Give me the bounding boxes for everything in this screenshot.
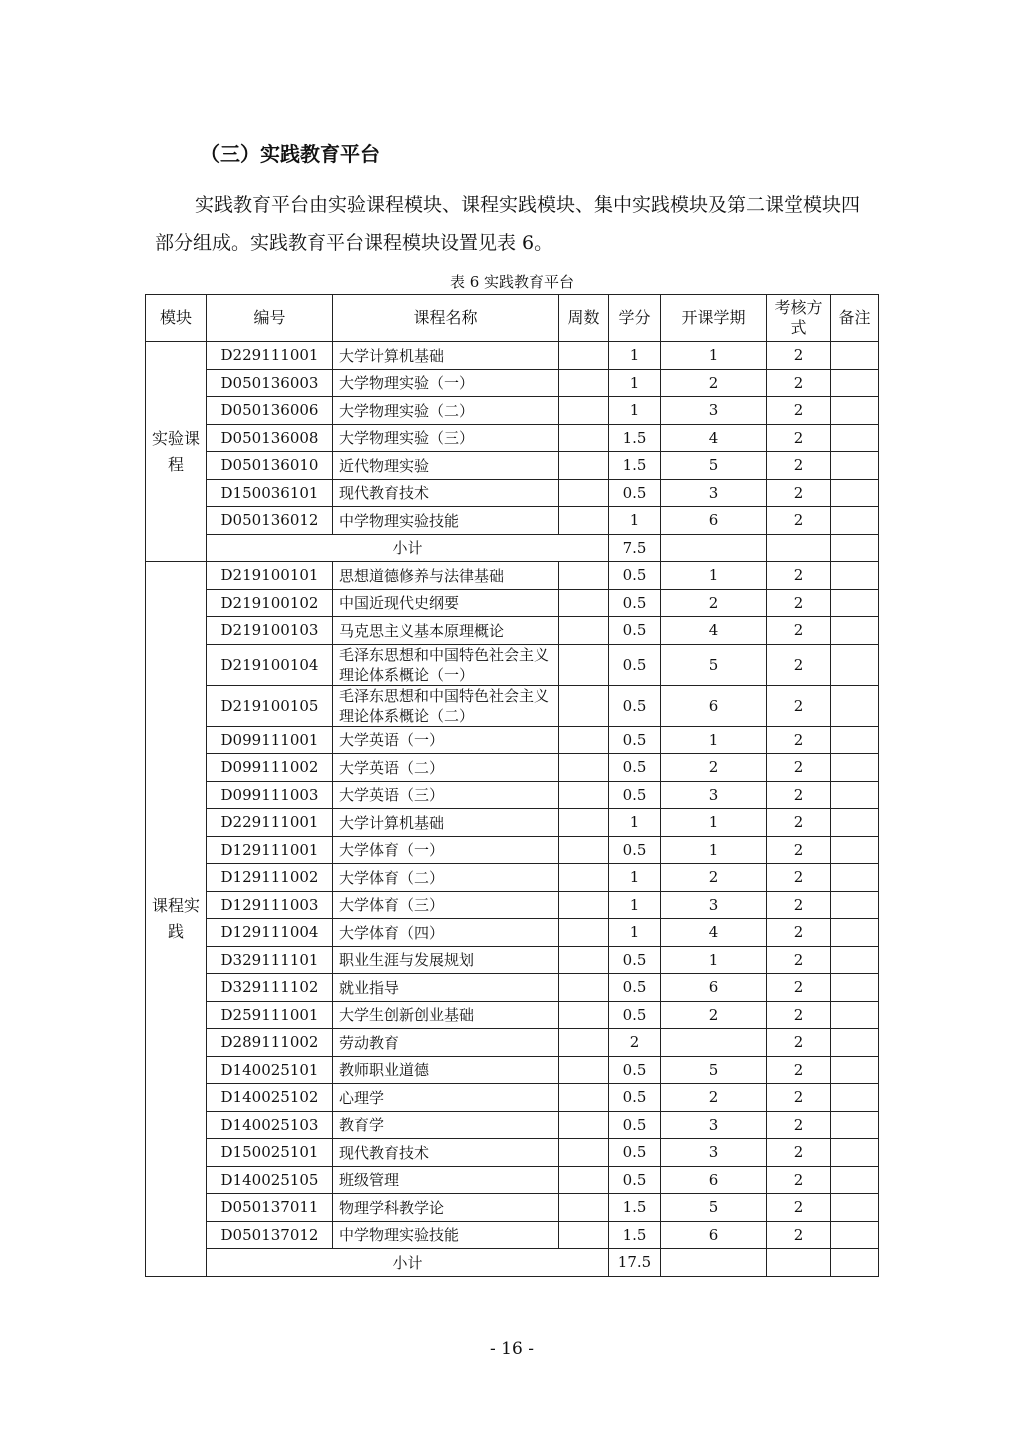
course-code: D219100103	[207, 617, 333, 645]
credit-cell: 0.5	[609, 1139, 661, 1167]
table-row	[146, 1056, 879, 1084]
exam-cell: 2	[767, 1084, 831, 1112]
course-name: 教育学	[333, 1111, 559, 1139]
credit-cell: 0.5	[609, 946, 661, 974]
course-name: 毛泽东思想和中国特色社会主义理论体系概论（一）	[333, 644, 559, 685]
course-code: D050136006	[207, 397, 333, 425]
weeks-cell	[559, 424, 609, 452]
note-cell	[831, 1001, 879, 1029]
course-code: D219100104	[207, 644, 333, 685]
semester-cell: 6	[661, 974, 767, 1002]
course-code: D050136008	[207, 424, 333, 452]
course-name: 中学物理实验技能	[333, 1221, 559, 1249]
course-name: 大学生创新创业基础	[333, 1001, 559, 1029]
weeks-cell	[559, 1111, 609, 1139]
table-row	[146, 644, 879, 685]
exam-cell: 2	[767, 685, 831, 726]
semester-cell: 3	[661, 397, 767, 425]
semester-cell: 1	[661, 342, 767, 370]
table-row	[146, 1029, 879, 1057]
note-cell	[831, 1166, 879, 1194]
semester-cell: 2	[661, 754, 767, 782]
table-row	[146, 1139, 879, 1167]
course-name: 物理学科教学论	[333, 1194, 559, 1222]
course-name: 近代物理实验	[333, 452, 559, 480]
course-code: D050137012	[207, 1221, 333, 1249]
note-cell	[831, 369, 879, 397]
table-row	[146, 946, 879, 974]
note-cell	[831, 644, 879, 685]
note-cell	[831, 946, 879, 974]
credit-cell: 1	[609, 919, 661, 947]
weeks-cell	[559, 589, 609, 617]
header-weeks: 周数	[559, 295, 609, 342]
course-name: 大学物理实验（二）	[333, 397, 559, 425]
course-name: 大学物理实验（一）	[333, 369, 559, 397]
exam-cell	[767, 1249, 831, 1277]
table-row	[146, 369, 879, 397]
course-name: 中学物理实验技能	[333, 507, 559, 535]
course-code: D150025101	[207, 1139, 333, 1167]
semester-cell: 5	[661, 1194, 767, 1222]
note-cell	[831, 836, 879, 864]
course-code: D140025102	[207, 1084, 333, 1112]
weeks-cell	[559, 507, 609, 535]
course-name: 现代教育技术	[333, 479, 559, 507]
note-cell	[831, 479, 879, 507]
weeks-cell	[559, 891, 609, 919]
course-name: 心理学	[333, 1084, 559, 1112]
course-code: D289111002	[207, 1029, 333, 1057]
course-name: 大学计算机基础	[333, 342, 559, 370]
note-cell	[831, 809, 879, 837]
credit-cell: 1	[609, 507, 661, 535]
credit-cell: 0.5	[609, 781, 661, 809]
exam-cell: 2	[767, 1001, 831, 1029]
note-cell	[831, 1029, 879, 1057]
subtotal-value: 7.5	[609, 534, 661, 562]
course-name: 职业生涯与发展规划	[333, 946, 559, 974]
course-code: D219100105	[207, 685, 333, 726]
weeks-cell	[559, 617, 609, 645]
course-code: D219100102	[207, 589, 333, 617]
credit-cell: 0.5	[609, 1111, 661, 1139]
semester-cell: 1	[661, 726, 767, 754]
semester-cell	[661, 1029, 767, 1057]
note-cell	[831, 726, 879, 754]
semester-cell: 2	[661, 864, 767, 892]
course-code: D140025101	[207, 1056, 333, 1084]
weeks-cell	[559, 1056, 609, 1084]
course-code: D219100101	[207, 562, 333, 590]
credit-cell: 0.5	[609, 617, 661, 645]
subtotal-label: 小计	[207, 1249, 609, 1277]
credit-cell: 0.5	[609, 1084, 661, 1112]
course-code: D150036101	[207, 479, 333, 507]
weeks-cell	[559, 781, 609, 809]
exam-cell: 2	[767, 617, 831, 645]
semester-cell: 4	[661, 617, 767, 645]
note-cell	[831, 1111, 879, 1139]
note-cell	[831, 534, 879, 562]
exam-cell: 2	[767, 452, 831, 480]
table-row	[146, 1111, 879, 1139]
course-code: D140025103	[207, 1111, 333, 1139]
table-caption: 表 6 实践教育平台	[449, 273, 575, 291]
semester-cell: 3	[661, 781, 767, 809]
weeks-cell	[559, 479, 609, 507]
table-row	[146, 397, 879, 425]
semester-cell: 5	[661, 644, 767, 685]
semester-cell	[661, 1249, 767, 1277]
table-row	[146, 891, 879, 919]
credit-cell: 0.5	[609, 562, 661, 590]
note-cell	[831, 1221, 879, 1249]
exam-cell: 2	[767, 1111, 831, 1139]
course-code: D050137011	[207, 1194, 333, 1222]
semester-cell: 6	[661, 685, 767, 726]
credit-cell: 0.5	[609, 479, 661, 507]
note-cell	[831, 342, 879, 370]
table-row	[146, 452, 879, 480]
weeks-cell	[559, 1001, 609, 1029]
exam-cell: 2	[767, 1221, 831, 1249]
module-label: 实验课程	[146, 342, 207, 562]
semester-cell: 1	[661, 836, 767, 864]
credit-cell: 0.5	[609, 1166, 661, 1194]
table-row	[146, 864, 879, 892]
course-code: D050136010	[207, 452, 333, 480]
table-row	[146, 617, 879, 645]
exam-cell: 2	[767, 864, 831, 892]
exam-cell: 2	[767, 809, 831, 837]
credit-cell: 0.5	[609, 644, 661, 685]
table-header-row	[146, 295, 879, 342]
exam-cell: 2	[767, 507, 831, 535]
course-name: 就业指导	[333, 974, 559, 1002]
weeks-cell	[559, 1084, 609, 1112]
weeks-cell	[559, 726, 609, 754]
course-name: 大学体育（三）	[333, 891, 559, 919]
subtotal-row	[146, 534, 879, 562]
weeks-cell	[559, 864, 609, 892]
course-code: D129111002	[207, 864, 333, 892]
course-name: 劳动教育	[333, 1029, 559, 1057]
course-name: 毛泽东思想和中国特色社会主义理论体系概论（二）	[333, 685, 559, 726]
semester-cell: 1	[661, 562, 767, 590]
weeks-cell	[559, 562, 609, 590]
credit-cell: 1	[609, 397, 661, 425]
semester-cell: 4	[661, 424, 767, 452]
course-name: 大学体育（四）	[333, 919, 559, 947]
exam-cell: 2	[767, 1029, 831, 1057]
note-cell	[831, 397, 879, 425]
course-name: 大学英语（一）	[333, 726, 559, 754]
course-name: 大学计算机基础	[333, 809, 559, 837]
course-name: 大学物理实验（三）	[333, 424, 559, 452]
weeks-cell	[559, 1194, 609, 1222]
semester-cell: 6	[661, 507, 767, 535]
table-row	[146, 726, 879, 754]
exam-cell: 2	[767, 369, 831, 397]
header-exam: 考核方式	[767, 295, 831, 342]
exam-cell: 2	[767, 919, 831, 947]
module-label: 课程实践	[146, 562, 207, 1277]
course-name: 教师职业道德	[333, 1056, 559, 1084]
course-name: 大学英语（三）	[333, 781, 559, 809]
course-code: D259111001	[207, 1001, 333, 1029]
table-row	[146, 1001, 879, 1029]
note-cell	[831, 424, 879, 452]
credit-cell: 0.5	[609, 754, 661, 782]
course-name: 班级管理	[333, 1166, 559, 1194]
table-row	[146, 685, 879, 726]
exam-cell: 2	[767, 1056, 831, 1084]
weeks-cell	[559, 754, 609, 782]
section-heading: （三）实践教育平台	[200, 142, 380, 166]
weeks-cell	[559, 397, 609, 425]
semester-cell	[661, 534, 767, 562]
note-cell	[831, 562, 879, 590]
subtotal-value: 17.5	[609, 1249, 661, 1277]
intro-paragraph: 实践教育平台由实验课程模块、课程实践模块、集中实践模块及第二课堂模块四部分组成。实践教育平台课程模块设置见表 6。	[155, 194, 861, 254]
credit-cell: 0.5	[609, 589, 661, 617]
weeks-cell	[559, 685, 609, 726]
exam-cell: 2	[767, 424, 831, 452]
credit-cell: 1	[609, 369, 661, 397]
exam-cell: 2	[767, 754, 831, 782]
exam-cell	[767, 534, 831, 562]
course-code: D129111004	[207, 919, 333, 947]
weeks-cell	[559, 836, 609, 864]
course-code: D329111102	[207, 974, 333, 1002]
credit-cell: 0.5	[609, 726, 661, 754]
subtotal-row	[146, 1249, 879, 1277]
course-code: D099111001	[207, 726, 333, 754]
note-cell	[831, 781, 879, 809]
credit-cell: 1.5	[609, 1221, 661, 1249]
note-cell	[831, 685, 879, 726]
table-row	[146, 1084, 879, 1112]
weeks-cell	[559, 1029, 609, 1057]
table-row	[146, 1194, 879, 1222]
note-cell	[831, 1084, 879, 1112]
credit-cell: 1	[609, 342, 661, 370]
exam-cell: 2	[767, 974, 831, 1002]
weeks-cell	[559, 369, 609, 397]
credit-cell: 0.5	[609, 974, 661, 1002]
weeks-cell	[559, 1166, 609, 1194]
exam-cell: 2	[767, 781, 831, 809]
table-row	[146, 589, 879, 617]
course-code: D129111001	[207, 836, 333, 864]
note-cell	[831, 1139, 879, 1167]
table-row	[146, 507, 879, 535]
credit-cell: 0.5	[609, 1001, 661, 1029]
table-row	[146, 1166, 879, 1194]
table-row	[146, 424, 879, 452]
exam-cell: 2	[767, 397, 831, 425]
course-name: 大学英语（二）	[333, 754, 559, 782]
course-name: 马克思主义基本原理概论	[333, 617, 559, 645]
credit-cell: 1.5	[609, 452, 661, 480]
note-cell	[831, 452, 879, 480]
weeks-cell	[559, 809, 609, 837]
table-row	[146, 1221, 879, 1249]
header-course-name: 课程名称	[333, 295, 559, 342]
note-cell	[831, 1249, 879, 1277]
semester-cell: 3	[661, 891, 767, 919]
credit-cell: 1	[609, 891, 661, 919]
course-name: 思想道德修养与法律基础	[333, 562, 559, 590]
credit-cell: 0.5	[609, 836, 661, 864]
course-code: D329111101	[207, 946, 333, 974]
exam-cell: 2	[767, 1166, 831, 1194]
note-cell	[831, 1194, 879, 1222]
note-cell	[831, 754, 879, 782]
page-number: - 16 -	[490, 1339, 534, 1359]
weeks-cell	[559, 919, 609, 947]
header-semester: 开课学期	[661, 295, 767, 342]
credit-cell: 0.5	[609, 685, 661, 726]
course-code: D229111001	[207, 342, 333, 370]
note-cell	[831, 1056, 879, 1084]
semester-cell: 2	[661, 1084, 767, 1112]
credit-cell: 1	[609, 864, 661, 892]
table-row	[146, 562, 879, 590]
exam-cell: 2	[767, 891, 831, 919]
note-cell	[831, 589, 879, 617]
weeks-cell	[559, 946, 609, 974]
credit-cell: 1.5	[609, 424, 661, 452]
weeks-cell	[559, 1221, 609, 1249]
exam-cell: 2	[767, 479, 831, 507]
semester-cell: 6	[661, 1166, 767, 1194]
weeks-cell	[559, 452, 609, 480]
course-name: 大学体育（二）	[333, 864, 559, 892]
weeks-cell	[559, 342, 609, 370]
header-code: 编号	[207, 295, 333, 342]
semester-cell: 4	[661, 919, 767, 947]
credit-cell: 2	[609, 1029, 661, 1057]
course-code: D099111003	[207, 781, 333, 809]
practice-course-table	[145, 294, 879, 1277]
semester-cell: 3	[661, 1139, 767, 1167]
credit-cell: 1	[609, 809, 661, 837]
course-code: D099111002	[207, 754, 333, 782]
exam-cell: 2	[767, 562, 831, 590]
exam-cell: 2	[767, 946, 831, 974]
header-module: 模块	[146, 295, 207, 342]
semester-cell: 2	[661, 369, 767, 397]
table-body	[146, 342, 879, 1277]
exam-cell: 2	[767, 589, 831, 617]
credit-cell: 1.5	[609, 1194, 661, 1222]
table-row	[146, 479, 879, 507]
weeks-cell	[559, 974, 609, 1002]
semester-cell: 3	[661, 1111, 767, 1139]
exam-cell: 2	[767, 836, 831, 864]
note-cell	[831, 974, 879, 1002]
course-name: 中国近现代史纲要	[333, 589, 559, 617]
table-row	[146, 781, 879, 809]
semester-cell: 6	[661, 1221, 767, 1249]
course-name: 大学体育（一）	[333, 836, 559, 864]
semester-cell: 5	[661, 1056, 767, 1084]
note-cell	[831, 919, 879, 947]
course-code: D229111001	[207, 809, 333, 837]
table-row	[146, 836, 879, 864]
semester-cell: 2	[661, 1001, 767, 1029]
exam-cell: 2	[767, 644, 831, 685]
course-code: D129111003	[207, 891, 333, 919]
semester-cell: 5	[661, 452, 767, 480]
credit-cell: 0.5	[609, 1056, 661, 1084]
table-row	[146, 754, 879, 782]
semester-cell: 1	[661, 946, 767, 974]
table-row	[146, 809, 879, 837]
header-note: 备注	[831, 295, 879, 342]
header-credits: 学分	[609, 295, 661, 342]
semester-cell: 3	[661, 479, 767, 507]
note-cell	[831, 864, 879, 892]
exam-cell: 2	[767, 1194, 831, 1222]
table-row	[146, 919, 879, 947]
exam-cell: 2	[767, 342, 831, 370]
course-code: D050136003	[207, 369, 333, 397]
subtotal-label: 小计	[207, 534, 609, 562]
course-code: D050136012	[207, 507, 333, 535]
semester-cell: 1	[661, 809, 767, 837]
note-cell	[831, 891, 879, 919]
weeks-cell	[559, 644, 609, 685]
note-cell	[831, 617, 879, 645]
exam-cell: 2	[767, 726, 831, 754]
weeks-cell	[559, 1139, 609, 1167]
note-cell	[831, 507, 879, 535]
course-code: D140025105	[207, 1166, 333, 1194]
semester-cell: 2	[661, 589, 767, 617]
table-row	[146, 342, 879, 370]
table-row	[146, 974, 879, 1002]
course-name: 现代教育技术	[333, 1139, 559, 1167]
exam-cell: 2	[767, 1139, 831, 1167]
